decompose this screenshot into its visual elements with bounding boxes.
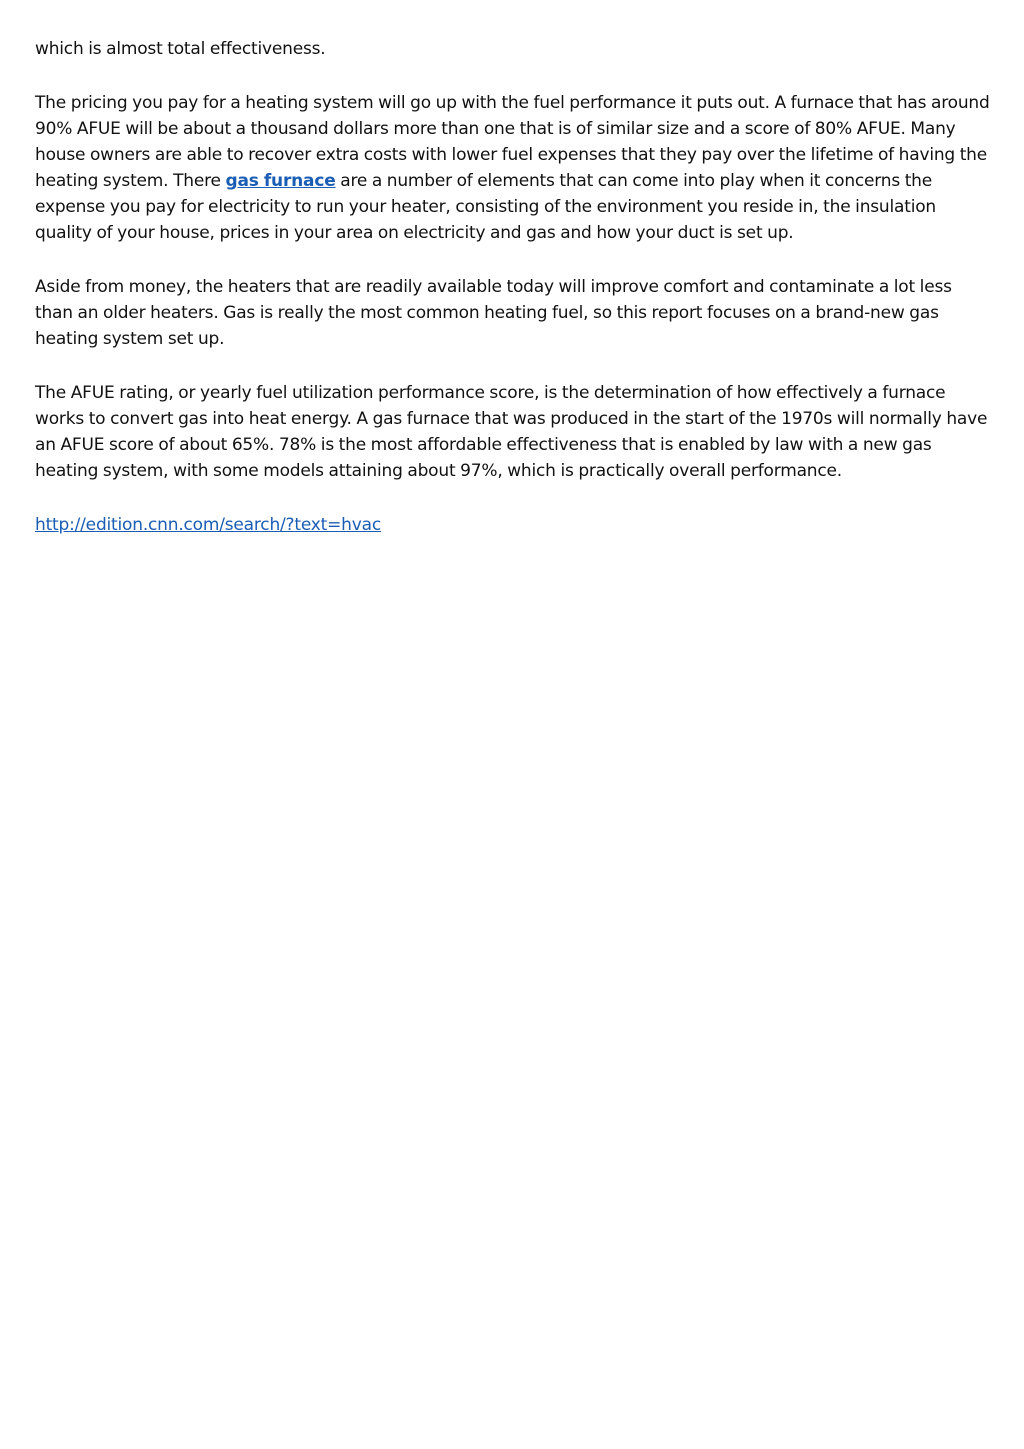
paragraph-pricing-text-end: are a number of elements that can come into play when it concerns the expense you pay for electricity to run your heater, consisting of the environment you reside in, the insulation quality of your house, prices in your area on electricity and gas and how your duct is set up. (35, 171, 937, 243)
paragraph-intro: which is almost total effectiveness. (35, 39, 326, 59)
paragraph-source (35, 512, 993, 538)
paragraph-comfort: Aside from money, the heaters that are readily available today will improve comfort and contaminate a lot less than an older heaters. Gas is really the most common heating fuel, so this report focuses on a brand-new gas heating system set up. (35, 277, 952, 349)
gas-furnace-link[interactable]: gas furnace (225, 171, 336, 191)
paragraph-pricing-text-start: The pricing you pay for a heating system will go up with the fuel performance it puts out. A furnace that has around 90% AFUE will be about a thousand dollars more than one that is of similar size and a score of 80% AFUE. Many house owners are able to recover extra costs with lower fuel expenses that they pay over the lifetime of having the heating system. There (35, 93, 990, 191)
document-page (35, 36, 993, 566)
source-url-link[interactable]: http://edition.cnn.com/search/?text=hvac (35, 515, 381, 535)
paragraph-afue-rating: The AFUE rating, or yearly fuel utilization performance score, is the determination of how effectively a furnace works to convert gas into heat energy. A gas furnace that was produced in the start of the 1970s will normally have an AFUE score of about 65%. 78% is the most affordable effectiveness that is enabled by law with a new gas heating system, with some models attaining about 97%, which is practically overall performance. (35, 383, 988, 481)
paragraph-pricing (35, 90, 993, 246)
